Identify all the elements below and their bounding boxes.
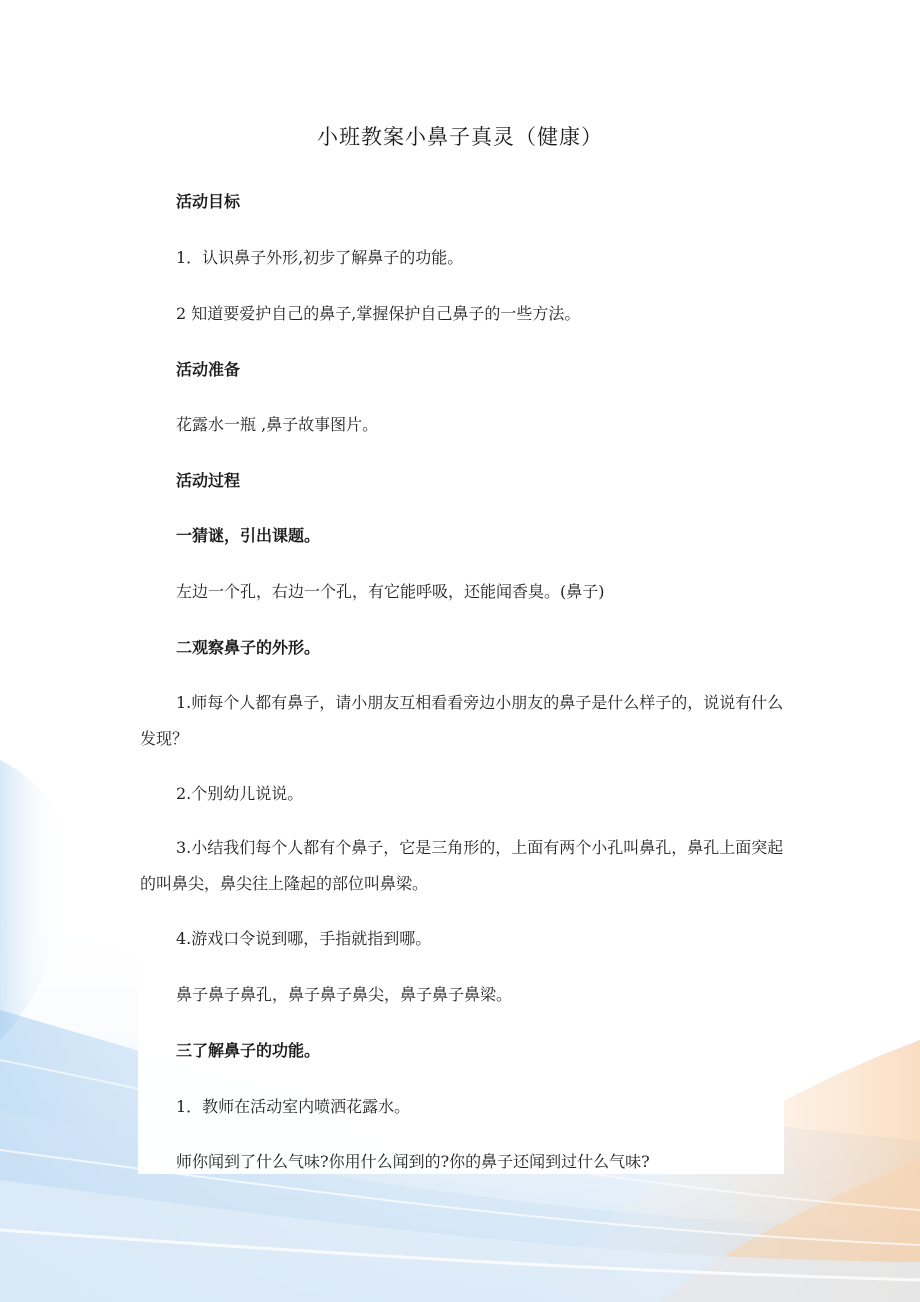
heading-activity-prep: 活动准备 xyxy=(176,360,241,379)
paragraph-goal-2: 2 知道要爱护自己的鼻子,掌握保护自己鼻子的一些方法。 xyxy=(176,304,581,323)
heading-activity-process: 活动过程 xyxy=(176,471,241,490)
heading-step-3: 三了解鼻子的功能。 xyxy=(176,1041,321,1060)
paragraph-function-question: 师你闻到了什么气味?你用什么闻到的?你的鼻子还闻到过什么气味? xyxy=(176,1152,650,1171)
document-title: 小班教案小鼻子真灵（健康） xyxy=(317,125,603,149)
paragraph-observe-1: 1.师每个人都有鼻子，请小朋友互相看看旁边小朋友的鼻子是什么样子的，说说有什么发现？ xyxy=(140,693,784,748)
heading-activity-goals: 活动目标 xyxy=(176,192,241,211)
heading-step-2: 二观察鼻子的外形。 xyxy=(176,638,321,657)
paragraph-observe-3: 3.小结我们每个人都有个鼻子，它是三角形的，上面有两个小孔叫鼻孔，鼻孔上面突起的叫鼻尖，鼻尖往上隆起的部位叫鼻梁。 xyxy=(140,838,784,893)
heading-step-1: 一猜谜，引出课题。 xyxy=(176,526,321,545)
paragraph-goal-1: 1．认识鼻子外形,初步了解鼻子的功能。 xyxy=(176,248,464,267)
paragraph-prep: 花露水一瓶 ,鼻子故事图片。 xyxy=(176,415,379,434)
paragraph-chant: 鼻子鼻子鼻孔，鼻子鼻子鼻尖，鼻子鼻子鼻梁。 xyxy=(176,985,513,1004)
paragraph-observe-4: 4.游戏口令说到哪，手指就指到哪。 xyxy=(176,929,432,948)
paragraph-function-1: 1．教师在活动室内喷洒花露水。 xyxy=(176,1097,411,1116)
paragraph-riddle: 左边一个孔，右边一个孔，有它能呼吸，还能闻香臭。(鼻子) xyxy=(176,582,605,601)
paragraph-observe-2: 2.个别幼儿说说。 xyxy=(176,784,304,803)
